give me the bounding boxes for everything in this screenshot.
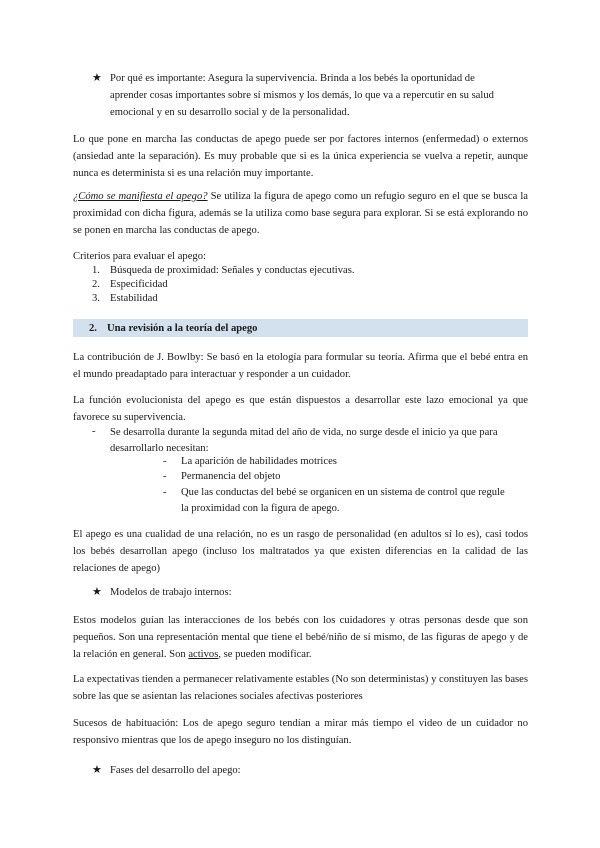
sub-item-2: Permanencia del objeto [181,471,281,482]
paragraph-manifest-text: Se utiliza la figura de apego como un refugio seguro en el que se busca la proximidad con dicha figura, además se la utiliza como base segura para explorar. Si se está explorando no se ponen en marcha las conductas de apego. [73,191,528,236]
criteria-num-3: 3. [92,293,100,304]
section-heading [73,319,528,337]
sub-item-1: La aparición de habilidades motrices [181,456,337,467]
criteria-num-1: 1. [92,265,100,276]
paragraph-evolutionary: La función evolucionista del apego es que están dispuestos a desarrollar este lazo emocional ya que favorece su supervivencia. [73,395,528,423]
sub-dash-icon: - [163,456,167,467]
star-bullet-icon: ★ [92,586,102,598]
bullet-phases: Fases del desarrollo del apego: [110,765,241,776]
paragraph-quality: El apego es una cualidad de una relación, no es un rasgo de personalidad (en adultos sí lo es), casi todos los bebés desarrollan apego (incluso los maltratados ya que existen diferencias en la calidad de las relaciones de apego) [73,529,528,574]
intro-bullet-line1: Por qué es importante: Asegura la supervivencia. Brinda a los bebés la oportunidad de [110,73,475,84]
star-bullet-icon: ★ [92,764,102,776]
sub-item-3: Que las conductas del bebé se organicen en un sistema de control que regule [181,487,505,498]
criteria-num-2: 2. [92,279,100,290]
paragraph-models [73,612,528,663]
dash-icon: - [92,426,96,437]
paragraph-manifest [73,188,528,239]
sub-dash-icon: - [163,487,167,498]
sub-item-3-cont: la proximidad con la figura de apego. [181,503,340,514]
criteria-title: Criterios para evaluar el apego: [73,251,206,262]
criteria-item-3: Estabilidad [110,293,158,304]
star-bullet-icon: ★ [92,72,102,84]
paragraph-habituation: Sucesos de habituación: Los de apego seguro tendían a mirar más tiempo el video de un cuidador no responsivo mientras que los de apego inseguro no los distinguían. [73,718,528,746]
bullet-internal-models: Modelos de trabajo internos: [110,587,232,598]
criteria-item-2: Especificidad [110,279,168,290]
paragraph-expectations: La expectativas tienden a permanecer relativamente estables (No son deterministas) y constituyen las bases sobre las que se asientan las relaciones sociales afectivas posteriores [73,674,528,702]
question-link: ¿Cómo se manifiesta el apego? [73,191,208,202]
paragraph-models-text: Estos modelos guían las interacciones de los bebés con los cuidadores y otras personas desde que son pequeños. Son una representación mental que tiene el bebé/niño de sí mismo, de las figuras de apego y de la relación en general. Son [73,615,528,660]
intro-bullet-line2: aprender cosas importantes sobre sí mismos y los demás, lo que va a repercutir en su salud [110,90,494,101]
intro-bullet-line3: emocional y en su desarrollo social y de la personalidad. [110,107,350,118]
dash-item-line2: desarrollarlo necesitan: [110,443,209,454]
section-number: 2. [89,323,97,334]
section-title: Una revisión a la teoría del apego [107,323,258,334]
criteria-item-1: Búsqueda de proximidad: Señales y conductas ejecutivas. [110,265,355,276]
paragraph-bowlby: La contribución de J. Bowlby: Se basó en la etología para formular su teoría. Afirma que el bebé entra en el mundo preadaptado para interactuar y responder a un cuidador. [73,352,528,380]
dash-item-line1: Se desarrolla durante la segunda mitad del año de vida, no surge desde el inicio ya que para [110,427,498,438]
paragraph-triggers: Lo que pone en marcha las conductas de apego puede ser por factores internos (enfermedad) o externos (ansiedad ante la separación). Es muy probable que si es la única experiencia se vuelva a repetir, aunque nunca es determinista si es una relación muy importante. [73,134,528,179]
paragraph-models-end: , se pueden modificar. [218,649,312,660]
underlined-word: activos [188,649,219,660]
sub-dash-icon: - [163,471,167,482]
